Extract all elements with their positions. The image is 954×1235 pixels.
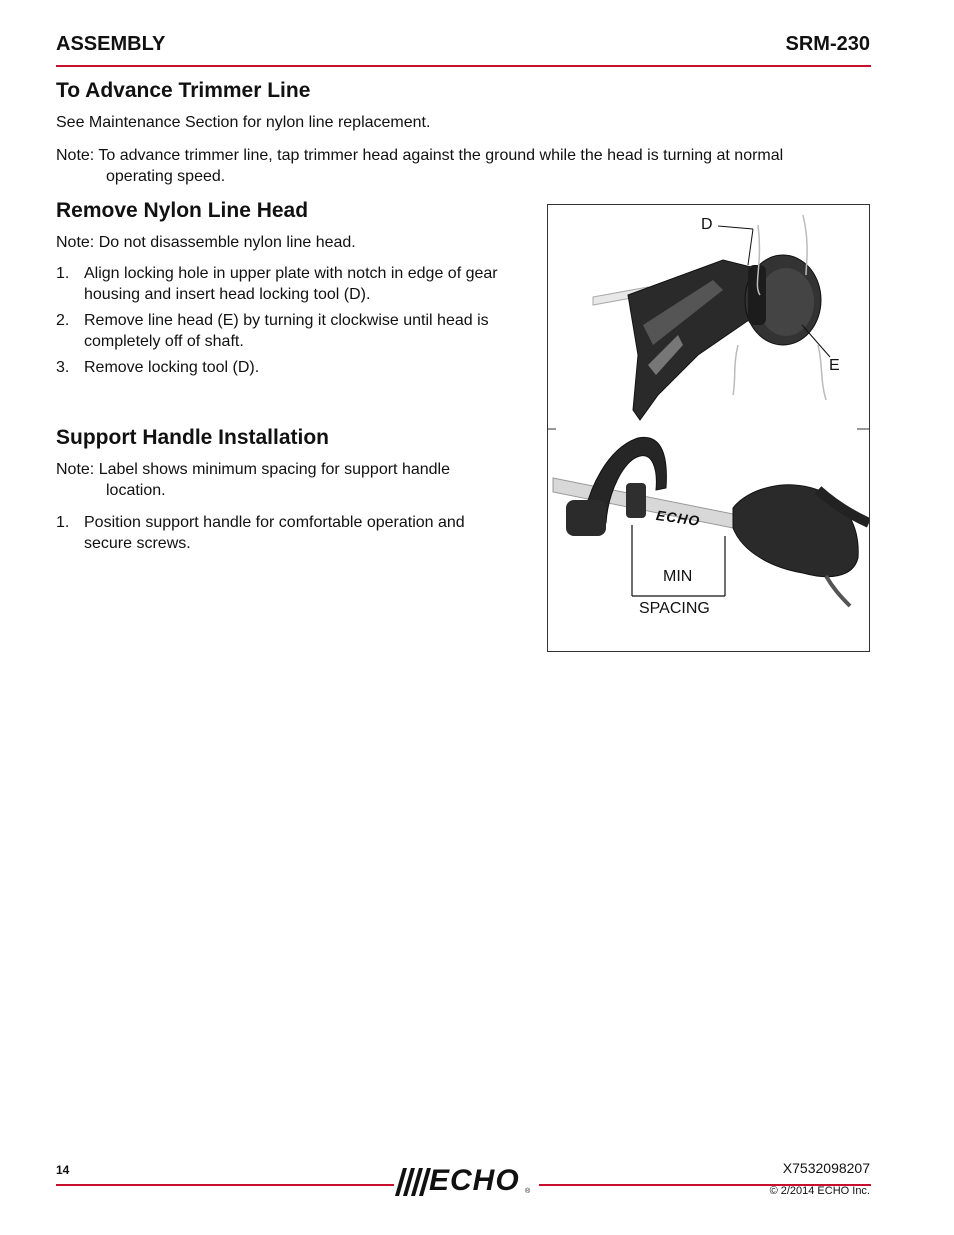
trimmer-head-illustration: [548, 205, 869, 429]
support-note-line2: location.: [106, 482, 166, 499]
advance-note-line1: Note: To advance trimmer line, tap trimmer head against the ground while the head is turning at normal: [56, 147, 784, 164]
advance-heading: To Advance Trimmer Line: [56, 79, 311, 102]
advance-note-line2: operating speed.: [106, 168, 226, 185]
list-item: 1. Align locking hole in upper plate with notch in edge of gear housing and insert head locking tool (D).: [56, 265, 498, 303]
shaft-logo: ECHO: [655, 506, 702, 530]
page-number: 14: [56, 1163, 70, 1177]
model-number: SRM-230: [785, 33, 870, 55]
advance-intro: See Maintenance Section for nylon line replacement.: [56, 114, 431, 131]
header-rule: [56, 65, 871, 67]
copyright: © 2/2014 ECHO Inc.: [769, 1185, 870, 1197]
support-note-line1: Note: Label shows minimum spacing for support handle: [56, 461, 450, 478]
list-item: 1. Position support handle for comfortable operation and secure screws.: [56, 514, 465, 552]
trademark-mark: ®: [525, 1188, 531, 1195]
remove-note: Note: Do not disassemble nylon line head.: [56, 234, 356, 251]
part-number: X7532098207: [782, 1160, 870, 1176]
list-item: 3. Remove locking tool (D).: [56, 359, 260, 376]
logo-wordmark: ECHO: [429, 1164, 520, 1197]
footer-rule-left: [56, 1184, 394, 1186]
callout-d: D: [701, 216, 713, 233]
callout-e: E: [829, 357, 840, 374]
label-min: MIN: [663, 568, 693, 585]
figure-line-head: [547, 204, 870, 430]
support-heading: Support Handle Installation: [56, 426, 330, 449]
remove-heading: Remove Nylon Line Head: [56, 199, 309, 222]
echo-logo: [395, 1166, 537, 1198]
figure-support-handle: [547, 428, 870, 652]
list-item: 2. Remove line head (E) by turning it clockwise until head is completely off of shaft.: [56, 312, 489, 350]
section-title: ASSEMBLY: [56, 33, 166, 55]
label-spacing: SPACING: [639, 600, 710, 617]
